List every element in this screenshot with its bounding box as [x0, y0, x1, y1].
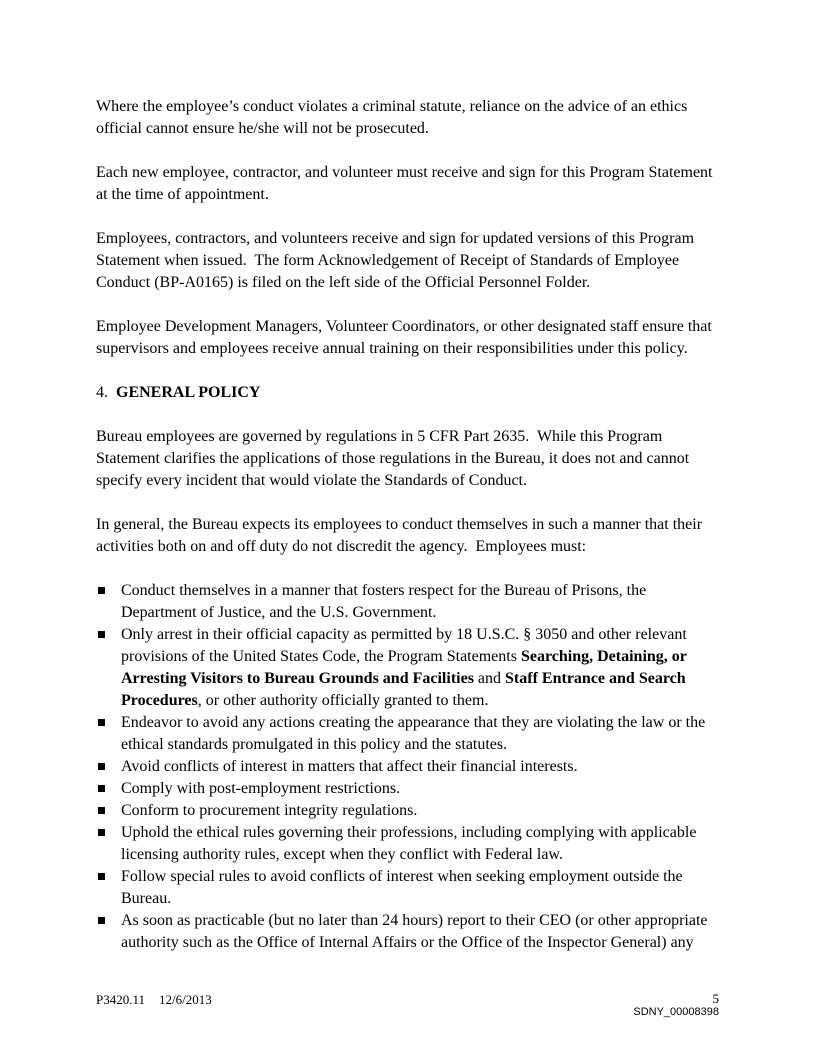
doc-number: P3420.11	[96, 992, 145, 1007]
intro-paragraphs	[96, 96, 719, 360]
list-item	[96, 756, 719, 778]
list-item	[96, 624, 719, 712]
paragraph: In general, the Bureau expects its employees to conduct themselves in such a manner that their activities both on and off duty do not discredit the agency. Employees must:	[96, 516, 707, 555]
bullet-marker-icon	[98, 763, 105, 770]
section-heading	[96, 382, 719, 404]
page-footer-left	[96, 992, 212, 1007]
list-item-text: Uphold the ethical rules governing their professions, including complying with applicable licensing authority rules, except when they conflict with Federal law.	[121, 824, 701, 863]
list-item	[96, 866, 719, 910]
doc-date: 12/6/2013	[159, 992, 212, 1007]
paragraph: Each new employee, contractor, and volunteer must receive and sign for this Program Statement at the time of appointment.	[96, 164, 717, 203]
document-content	[96, 96, 719, 954]
bullet-marker-icon	[98, 587, 105, 594]
paragraph: Employee Development Managers, Volunteer Coordinators, or other designated staff ensure that supervisors and employees receive annual training on their responsibilities under this policy.	[96, 318, 716, 357]
section-title: GENERAL POLICY	[116, 384, 261, 401]
paragraph: Bureau employees are governed by regulations in 5 CFR Part 2635. While this Program Statement clarifies the applications of those regulations in the Bureau, it does not and cannot specify every incident that would violate the Standards of Conduct.	[96, 428, 694, 489]
list-item-text: Only arrest in their official capacity as permitted by 18 U.S.C. § 3050 and other relevant provisions of the United States Code, the Program Statements	[121, 626, 691, 665]
page-footer-right	[633, 991, 719, 1019]
list-item-text: Conduct themselves in a manner that fosters respect for the Bureau of Prisons, the Department of Justice, and the U.S. Government.	[121, 582, 651, 621]
list-item	[96, 910, 719, 954]
heading-spacer	[108, 384, 116, 401]
list-item-text: Comply with post-employment restrictions.	[121, 780, 401, 797]
paragraph: Where the employee’s conduct violates a criminal statute, reliance on the advice of an ethics official cannot ensure he/she will not be prosecuted.	[96, 98, 692, 137]
page-number: 5	[712, 991, 719, 1006]
list-item	[96, 580, 719, 624]
bullet-marker-icon	[98, 873, 105, 880]
list-item-text: and	[473, 670, 506, 687]
list-item	[96, 822, 719, 866]
bullet-marker-icon	[98, 785, 105, 792]
bates-number: SDNY_00008398	[633, 1006, 719, 1018]
policy-paragraphs	[96, 426, 719, 558]
list-item-text: Conform to procurement integrity regulations.	[121, 802, 418, 819]
list-item	[96, 800, 719, 822]
list-item-text-bold: Staff Entrance and Search Procedures	[121, 670, 690, 709]
bullet-marker-icon	[98, 631, 105, 638]
list-item-text: Avoid conflicts of interest in matters that affect their financial interests.	[121, 758, 578, 775]
section-number: 4.	[96, 384, 108, 401]
employee-requirements-list	[96, 580, 719, 954]
bullet-marker-icon	[98, 807, 105, 814]
bullet-marker-icon	[98, 719, 105, 726]
list-item	[96, 712, 719, 756]
bullet-marker-icon	[98, 829, 105, 836]
list-item-text: Endeavor to avoid any actions creating the appearance that they are violating the law or the ethical standards promulgated in this policy and the statutes.	[121, 714, 710, 753]
list-item-text: As soon as practicable (but no later than 24 hours) report to their CEO (or other appropriate authority such as the Office of Internal Affairs or the Office of the Inspector General) any	[121, 912, 712, 951]
list-item-text: , or other authority officially granted to them.	[197, 692, 489, 709]
list-item-text-bold: Searching, Detaining, or Arresting Visitors to Bureau Grounds and Facilities	[121, 648, 690, 687]
paragraph: Employees, contractors, and volunteers receive and sign for updated versions of this Program Statement when issued. The form Acknowledgement of Receipt of Standards of Employee Conduct (BP-A0165) is filed on the left side of the Official Personnel Folder.	[96, 230, 699, 291]
list-item	[96, 778, 719, 800]
list-item-text: Follow special rules to avoid conflicts of interest when seeking employment outside the Bureau.	[121, 868, 687, 907]
bullet-marker-icon	[98, 917, 105, 924]
